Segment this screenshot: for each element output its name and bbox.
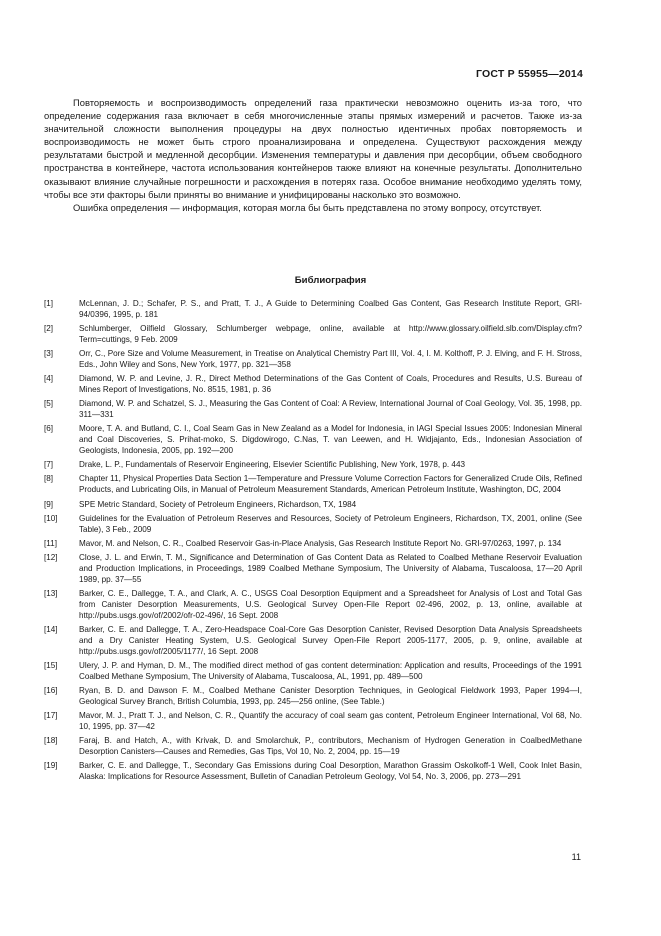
bibliography-entry [44, 711, 582, 733]
bibliography-entry-text: Barker, C. E., Dallegge, T. A., and Clark, A. C., USGS Coal Desorption Equipment and a Spreadsheet for Analysis of Lost and Total Gas from Canister Desorption Measurements, U.S. Geological Survey Open-File Report 02-496, 2002, p. 13, online, available at http://pubs.usgs.gov/of/2002/ofr-02-496/, 16 Sept. 2008 [79, 588, 582, 620]
bibliography-entry-number: [11] [44, 538, 57, 548]
bibliography-entry-number: [7] [44, 460, 54, 470]
bibliography-entry-text: SPE Metric Standard, Society of Petroleum Engineers, Richardson, TX, 1984 [79, 499, 357, 509]
bibliography-entry [44, 736, 582, 758]
bibliography-entry-text: Schlumberger, Oilfield Glossary, Schlumberger webpage, online, available at http://www.glossary.oilfield.slb.com/Display.cfm?Term=cuttings, 9 Feb. 2009 [79, 324, 582, 344]
bibliography-entry [44, 349, 582, 371]
paragraph-reproducibility: Повторяемость и воспроизводимость определений газа практически невозможно оценить из-за того, что определение содержания газа включает в себя многочисленные этапы прямых измерений и расчетов. Также из-за значительной сложности выполнения процедуры на двух полностью идентичных пробах повторяемость и воспроизводимость не может быть строго проанализирована и определена. Существуют расхождения между результатами быстрой и медленной десорбции. Изменения температуры и давления при десорбции, объем свободного пространства в контейнере, частота использования контейнеров также влияют на конечные результаты. Дополнительно оказывают влияние случайные погрешности и расхождения в потерях газа. Особое внимание необходимо уделять тому, чтобы все эти факторы были приняты во внимание и унифицированы насколько это возможно. [44, 97, 582, 200]
bibliography-entry-number: [10] [44, 513, 58, 523]
bibliography-entry-text: Ulery, J. P. and Hyman, D. M., The modified direct method of gas content determination: Application and results, Proceedings of the 1991 Coalbed Methane Symposium, The University of Alabama, Tuscaloosa, AL, 1991, pp. 489—500 [79, 660, 582, 681]
bibliography-entry [44, 399, 582, 421]
bibliography-entry [44, 625, 582, 658]
paragraph-error: Ошибка определения — информация, которая могла бы быть представлена по этому вопросу, отсутствует. [73, 201, 542, 213]
bibliography-entry-text: McLennan, J. D.; Schafer, P. S., and Pratt, T. J., A Guide to Determining Coalbed Gas Content, Gas Research Institute Report, GRI-94/0396, 1995, p. 181 [79, 299, 582, 319]
bibliography-entry-number: [9] [44, 499, 54, 509]
bibliography-entry-number: [2] [44, 324, 54, 334]
bibliography-title: Библиография [294, 275, 367, 286]
bibliography-entry-text: Ryan, B. D. and Dawson F. M., Coalbed Methane Canister Desorption Techniques, in Geological Fieldwork 1993, Paper 1994—I, Geological Survey Branch, British Columbia, 1993, pp. 245—256 online, (See Table.) [79, 685, 582, 706]
bibliography-entry-text: Diamond, W. P. and Schatzel, S. J., Measuring the Gas Content of Coal: A Review, International Journal of Coal Geology, Vol. 35, 1998, pp. 311—331 [79, 399, 582, 420]
bibliography-entry-text: Orr, C., Pore Size and Volume Measurement, in Treatise on Analytical Chemistry Part III, Vol. 4, I. M. Kolthoff, P. J. Elving, and F. H. Stross, Eds., John Wiley and Sons, New York, 1977, pp. 321—358 [79, 349, 582, 370]
bibliography-entry-text: Mavor, M. J., Pratt T. J., and Nelson, C. R., Quantify the accuracy of coal seam gas content, Petroleum Engineer International, Vol 68, No. 10, 1995, pp. 37—42 [79, 710, 582, 731]
bibliography-entry [44, 686, 582, 708]
bibliography-entry-number: [1] [44, 299, 54, 308]
bibliography-entry-number: [13] [44, 588, 58, 598]
bibliography-entry-text: Faraj, B. and Hatch, A., with Krivak, D. and Smolarchuk, P., contributors, Mechanism of Hydrogen Generation in CoalbedMethane Desorption Canisters—Causes and Remedies, Gas Tips, Vol 10, No. 2, 2004, pp. 15—19 [79, 735, 582, 756]
bibliography-entry-number: [16] [44, 685, 58, 695]
bibliography-entry-text: Diamond, W. P. and Levine, J. R., Direct Method Determinations of the Gas Content of Coals, Procedures and Results, U.S. Bureau of Mines Report of Investigations, No. 8515, 1981, p. 36 [79, 374, 582, 395]
bibliography-entry [44, 299, 582, 321]
bibliography-entry-number: [19] [44, 761, 58, 771]
bibliography-entry-number: [3] [44, 349, 54, 359]
bibliography-entry-number: [14] [44, 624, 58, 634]
bibliography-entry [44, 374, 582, 396]
bibliography-entry-number: [4] [44, 374, 54, 384]
bibliography-entry [44, 500, 582, 511]
bibliography-entry-text: Drake, L. P., Fundamentals of Reservoir Engineering, Elsevier Scientific Publishing, New York, 1978, p. 443 [79, 460, 465, 470]
bibliography-entry-text: Guidelines for the Evaluation of Petroleum Reserves and Resources, Society of Petroleum Engineers, Richardson, TX, 2001, online (See Table), 3 Feb., 2009 [79, 513, 582, 534]
bibliography-entry [44, 553, 582, 586]
bibliography-entry-text: Close, J. L. and Erwin, T. M., Significance and Determination of Gas Content Data as Related to Coalbed Methane Reservoir Evaluation and Production Implications, in Proceedings, 1989 Coalbed Methane Symposium, The University of Alabama, Tuscaloosa, 17—20 April 1989, pp. 37—55 [79, 552, 582, 584]
bibliography-entry-text: Mavor, M. and Nelson, C. R., Coalbed Reservoir Gas-in-Place Analysis, Gas Research Institute Report No. GRI-97/0263, 1997, p. 134 [79, 538, 562, 548]
bibliography-entry [44, 474, 582, 496]
bibliography-list [44, 299, 582, 786]
bibliography-entry [44, 514, 582, 536]
bibliography-entry-text: Chapter 11, Physical Properties Data Section 1—Temperature and Pressure Volume Correction Factors for Generalized Crude Oils, Refined Products, and Lubricating Oils, in Manual of Petroleum Measurement Standards, American Petroleum Institute, Washington, DC, 2004 [79, 474, 582, 495]
bibliography-entry [44, 761, 582, 783]
bibliography-entry-number: [8] [44, 474, 54, 484]
bibliography-entry-number: [17] [44, 710, 58, 720]
bibliography-entry-number: [15] [44, 660, 58, 670]
page-number: 11 [571, 852, 581, 862]
bibliography-entry [44, 661, 582, 683]
document-code-header: ГОСТ Р 55955—2014 [475, 68, 583, 80]
bibliography-entry [44, 589, 582, 622]
bibliography-entry-number: [18] [44, 735, 58, 745]
bibliography-entry-text: Barker, C. E. and Dallegge, T. A., Zero-Headspace Coal-Core Gas Desorption Canister, Revised Desorption Data Analysis Spreadsheets and a Dry Canister Heating System, U.S. Geological Survey Open-File Report 2005-1177, 2005, p. 9, online, available at http://pubs.usgs.gov/of/2005/1177/, 16 Sept. 2008 [79, 624, 582, 656]
bibliography-entry-number: [5] [44, 399, 54, 409]
body-text [44, 96, 582, 214]
bibliography-entry [44, 539, 582, 550]
bibliography-entry [44, 424, 582, 457]
bibliography-entry-number: [6] [44, 424, 54, 434]
bibliography-entry [44, 324, 582, 346]
bibliography-entry-text: Barker, C. E. and Dallegge, T., Secondary Gas Emissions during Coal Desorption, Marathon Grassim Oskolkoff-1 Well, Cook Inlet Basin, Alaska: Implications for Resource Assessment, Bulletin of Canadian Petroleum Geology, Vol 54, No. 3, 2006, pp. 273—291 [79, 761, 582, 781]
bibliography-entry [44, 460, 582, 471]
bibliography-entry-text: Moore, T. A. and Butland, C. I., Coal Seam Gas in New Zealand as a Model for Indonesia, in IAGI Special Issues 2005: Indonesian Mineral and Coal Discoveries, S. Prihat-moko, S. Digdowirogo, C.Nas, T. van Leewen, and H. Widjajanto, Eds., Indonesian Association of Geologists, Indonesia, 2005, pp. 192—200 [79, 424, 582, 456]
bibliography-entry-number: [12] [44, 552, 58, 562]
